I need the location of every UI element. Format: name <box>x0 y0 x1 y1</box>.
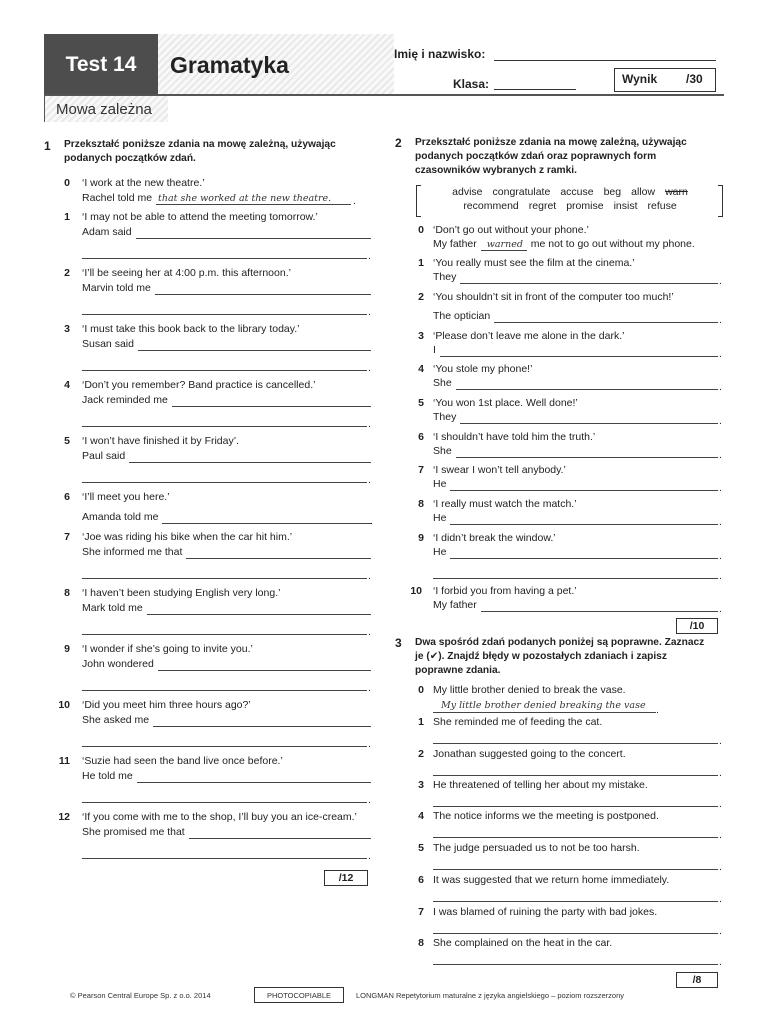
answer-line[interactable] <box>129 462 371 463</box>
item-sentence: ‘I wonder if she’s going to invite you.’ <box>82 643 253 655</box>
wordbox-word: advise <box>452 186 483 198</box>
answer-line[interactable] <box>433 901 718 902</box>
item-sentence: ‘I didn’t break the window.’ <box>433 532 556 544</box>
answer-line[interactable] <box>450 490 718 491</box>
item-sentence: My little brother denied to break the vase. <box>433 684 626 696</box>
answer-line[interactable] <box>450 558 718 559</box>
answer-line[interactable] <box>186 558 371 559</box>
answer-line[interactable] <box>82 802 367 803</box>
answer-period: . <box>719 798 722 810</box>
item-sentence: ‘Did you meet him three hours ago?’ <box>82 699 251 711</box>
ex1-instruction: Przekształć poniższe zdania na mowę zależną, używając podanych początków zdań. <box>64 139 336 164</box>
item-lead: She promised me that <box>82 826 185 838</box>
answer-line <box>481 250 527 251</box>
answer-line <box>433 712 656 713</box>
answer-line[interactable] <box>433 578 718 579</box>
item-lead: They <box>433 411 457 423</box>
item-lead: The optician <box>433 310 491 322</box>
item-sentence: ‘I haven’t been studying English very long.’ <box>82 587 281 599</box>
item-lead: He <box>433 478 447 490</box>
wordbox-word: recommend <box>463 200 519 212</box>
answer-period: . <box>656 704 659 716</box>
item-number: 5 <box>418 842 424 854</box>
answer-period: . <box>368 850 371 862</box>
item-sentence: ‘If you come with me to the shop, I’ll buy you an ice-cream.’ <box>82 811 357 823</box>
item-sentence: ‘Suzie had seen the band live once before.’ <box>82 755 283 767</box>
class-label: Klasa: <box>453 77 490 91</box>
item-lead: Rachel told me <box>82 192 153 204</box>
answer-line[interactable] <box>158 670 371 671</box>
answer-line[interactable] <box>433 743 718 744</box>
answer-period: . <box>719 516 722 528</box>
item-number: 3 <box>64 323 70 335</box>
item-number: 6 <box>418 431 424 443</box>
answer-period: . <box>370 515 373 527</box>
item-lead: John wondered <box>82 658 154 670</box>
ex3-number: 3 <box>395 636 402 650</box>
test-label: Test 14 <box>65 53 137 76</box>
item-number: 3 <box>418 330 424 342</box>
item-number: 7 <box>418 906 424 918</box>
answer-period: . <box>368 362 371 374</box>
page-title: Gramatyka <box>170 52 289 78</box>
answer-line[interactable] <box>82 634 367 635</box>
item-lead: Jack reminded me <box>82 394 168 406</box>
answer-period: . <box>719 449 722 461</box>
item-number: 0 <box>418 684 424 696</box>
item-lead: He <box>433 546 447 558</box>
item-number: 4 <box>418 810 424 822</box>
item-sentence: The judge persuaded us to not be too harsh. <box>433 842 640 854</box>
answer-period: . <box>719 893 722 905</box>
wordbox-row-1 <box>424 186 716 198</box>
answer-line[interactable] <box>433 869 718 870</box>
item-sentence: ‘I won’t have finished it by Friday’. <box>82 435 239 447</box>
item-lead: He <box>433 512 447 524</box>
answer-line[interactable] <box>494 322 718 323</box>
item-lead: She <box>433 377 452 389</box>
ex1-number: 1 <box>44 139 51 153</box>
ex2-score-box: /10 <box>676 618 718 634</box>
item-sentence: Jonathan suggested going to the concert. <box>433 748 626 760</box>
item-number: 3 <box>418 779 424 791</box>
wordbox-word: congratulate <box>492 186 551 198</box>
answer-period: . <box>368 474 371 486</box>
answer-line[interactable] <box>137 782 371 783</box>
answer-period: . <box>368 738 371 750</box>
wordbox-left-bracket <box>416 185 421 217</box>
answer-period: . <box>368 418 371 430</box>
item-sentence: He threatened of telling her about my mistake. <box>433 779 648 791</box>
item-lead: Mark told me <box>82 602 143 614</box>
class-field[interactable] <box>494 89 576 90</box>
ex1-score-box: /12 <box>324 870 368 886</box>
answer-period: . <box>368 626 371 638</box>
item-sentence: ‘I may not be able to attend the meeting tomorrow.’ <box>82 211 318 223</box>
name-field[interactable] <box>494 60 716 61</box>
item-number: 4 <box>64 379 70 391</box>
score-label: Wynik <box>622 72 658 86</box>
subtitle-divider <box>44 96 45 122</box>
item-lead: Paul said <box>82 450 126 462</box>
item-sentence: The notice informs we the meeting is postponed. <box>433 810 659 822</box>
item-number: 8 <box>418 937 424 949</box>
answer-line[interactable] <box>172 406 371 407</box>
wordbox-word: accuse <box>560 186 594 198</box>
item-sentence: She complained on the heat in the car. <box>433 937 613 949</box>
answer-line[interactable] <box>82 858 367 859</box>
wordbox-right-bracket <box>718 185 723 217</box>
answer-line[interactable] <box>433 964 718 965</box>
answer-period: . <box>719 482 722 494</box>
item-number: 2 <box>418 291 424 303</box>
item-lead: Marvin told me <box>82 282 151 294</box>
answer-line[interactable] <box>155 294 371 295</box>
wordbox-word: refuse <box>647 200 677 212</box>
wordbox-word: beg <box>603 186 622 198</box>
page-subtitle: Mowa zależna <box>56 101 152 118</box>
answer-period: . <box>719 314 722 326</box>
wordbox-word: regret <box>528 200 557 212</box>
item-number: 5 <box>418 397 424 409</box>
answer-period: . <box>353 195 356 207</box>
answer-period: . <box>719 925 722 937</box>
footer-photocopiable: PHOTOCOPIABLE <box>266 991 332 1000</box>
ex2-instruction: Przekształć poniższe zdania na mowę zależną, używając podanych początków zdań oraz poprawnych form czasowników wybranych z ramki. <box>415 137 687 176</box>
item-sentence: ‘Don’t go out without your phone.’ <box>433 224 589 236</box>
answer-line[interactable] <box>82 690 367 691</box>
example-rest: me not to go out without my phone. <box>530 238 695 250</box>
answer-period: . <box>368 570 371 582</box>
answer-line[interactable] <box>481 611 718 612</box>
item-sentence: ‘I really must watch the match.’ <box>433 498 577 510</box>
answer-line[interactable] <box>82 746 367 747</box>
answer-line[interactable] <box>433 837 718 838</box>
item-number: 9 <box>64 643 70 655</box>
answer-line[interactable] <box>440 356 718 357</box>
name-label: Imię i nazwisko: <box>394 47 486 61</box>
item-number: 1 <box>418 257 424 269</box>
answer-period: . <box>719 829 722 841</box>
answer-period: . <box>719 956 722 968</box>
item-sentence: ‘I forbid you from having a pet.’ <box>433 585 577 597</box>
answer-period: . <box>719 861 722 873</box>
answer-line[interactable] <box>450 524 718 525</box>
item-sentence: ‘I work at the new theatre.’ <box>82 177 205 189</box>
item-number: 2 <box>418 748 424 760</box>
item-lead: Susan said <box>82 338 134 350</box>
item-lead: My father <box>433 238 477 250</box>
item-sentence: ‘You won 1st place. Well done!’ <box>433 397 578 409</box>
item-sentence: She reminded me of feeding the cat. <box>433 716 603 728</box>
answer-line[interactable] <box>147 614 371 615</box>
answer-line[interactable] <box>82 370 367 371</box>
item-lead: He told me <box>82 770 133 782</box>
item-sentence: ‘I’ll be seeing her at 4:00 p.m. this afternoon.’ <box>82 267 291 279</box>
ex3-score-box: /8 <box>676 972 718 988</box>
item-number: 9 <box>418 532 424 544</box>
answer-period: . <box>719 275 722 287</box>
answer-line[interactable] <box>162 523 371 524</box>
item-sentence: ‘Joe was riding his bike when the car hit him.’ <box>82 531 293 543</box>
score-total: /30 <box>686 72 703 86</box>
wordbox-word: allow <box>631 186 656 198</box>
item-number: 10 <box>58 699 70 711</box>
answer-line[interactable] <box>136 238 371 239</box>
ex2-number: 2 <box>395 136 402 150</box>
answer-period: . <box>368 306 371 318</box>
answer-line[interactable] <box>456 457 718 458</box>
wordbox-word: promise <box>566 200 604 212</box>
example-answer: My little brother denied breaking the vase <box>441 700 646 711</box>
item-lead: My father <box>433 599 477 611</box>
answer-period: . <box>719 415 722 427</box>
wordbox-row-2 <box>424 200 716 212</box>
answer-line[interactable] <box>460 423 718 424</box>
answer-line[interactable] <box>433 775 718 776</box>
answer-line[interactable] <box>82 258 367 259</box>
item-sentence: ‘You shouldn’t sit in front of the computer too much!’ <box>433 291 674 303</box>
item-number: 6 <box>418 874 424 886</box>
item-lead: They <box>433 271 457 283</box>
answer-period: . <box>719 348 722 360</box>
item-number: 1 <box>418 716 424 728</box>
item-number: 7 <box>418 464 424 476</box>
wordbox-word: warn <box>665 186 688 198</box>
answer-period: . <box>368 250 371 262</box>
item-sentence: I was blamed of ruining the party with bad jokes. <box>433 906 658 918</box>
item-sentence: ‘I must take this book back to the library today.’ <box>82 323 300 335</box>
answer-line[interactable] <box>82 482 367 483</box>
item-number: 10 <box>410 585 422 597</box>
item-number: 2 <box>64 267 70 279</box>
answer-line[interactable] <box>460 283 718 284</box>
answer-line[interactable] <box>138 350 371 351</box>
answer-line[interactable] <box>82 426 367 427</box>
footer-copyright: © Pearson Central Europe Sp. z o.o. 2014 <box>70 991 211 1000</box>
item-lead: She informed me that <box>82 546 183 558</box>
item-number: 5 <box>64 435 70 447</box>
item-sentence: ‘I’ll meet you here.’ <box>82 491 170 503</box>
item-sentence: ‘Don’t you remember? Band practice is cancelled.’ <box>82 379 316 391</box>
item-number: 8 <box>64 587 70 599</box>
item-number: 0 <box>418 224 424 236</box>
answer-period: . <box>368 794 371 806</box>
ex3-instruction: Dwa spośród zdań podanych poniżej są poprawne. Zaznacz je (✔). Znajdź błędy w pozostałych zdaniach i zapisz poprawne zdania. <box>415 637 705 676</box>
item-number: 11 <box>58 755 70 767</box>
item-sentence: ‘Please don’t leave me alone in the dark.’ <box>433 330 625 342</box>
answer-period: . <box>719 767 722 779</box>
item-number: 12 <box>58 811 70 823</box>
item-number: 4 <box>418 363 424 375</box>
answer-line[interactable] <box>433 806 718 807</box>
answer-period: . <box>719 550 722 562</box>
answer-line[interactable] <box>153 726 371 727</box>
item-number: 1 <box>64 211 70 223</box>
item-sentence: It was suggested that we return home immediately. <box>433 874 670 886</box>
item-sentence: ‘You really must see the film at the cinema.’ <box>433 257 635 269</box>
item-lead: She <box>433 445 452 457</box>
item-lead: She asked me <box>82 714 150 726</box>
item-lead: Adam said <box>82 226 132 238</box>
item-number: 0 <box>64 177 70 189</box>
item-number: 7 <box>64 531 70 543</box>
answer-period: . <box>719 381 722 393</box>
answer-period: . <box>719 570 722 582</box>
wordbox-word: insist <box>613 200 638 212</box>
answer-line[interactable] <box>456 389 718 390</box>
item-sentence: ‘I shouldn’t have told him the truth.’ <box>433 431 596 443</box>
item-number: 6 <box>64 491 70 503</box>
answer-line[interactable] <box>82 314 367 315</box>
answer-line[interactable] <box>82 578 367 579</box>
item-number: 8 <box>418 498 424 510</box>
answer-period: . <box>719 603 722 615</box>
answer-line <box>156 204 351 205</box>
answer-period: . <box>368 682 371 694</box>
item-sentence: ‘I swear I won’t tell anybody.’ <box>433 464 566 476</box>
answer-line[interactable] <box>433 933 718 934</box>
example-answer: warned <box>486 239 523 250</box>
item-sentence: ‘You stole my phone!’ <box>433 363 533 375</box>
item-lead: I <box>433 344 436 356</box>
answer-period: . <box>719 735 722 747</box>
item-lead: Amanda told me <box>82 511 159 523</box>
answer-line[interactable] <box>189 838 371 839</box>
footer-book: LONGMAN Repetytorium maturalne z języka angielskiego – poziom rozszerzony <box>356 991 625 1000</box>
example-answer: that she worked at the new theatre. <box>158 193 332 204</box>
